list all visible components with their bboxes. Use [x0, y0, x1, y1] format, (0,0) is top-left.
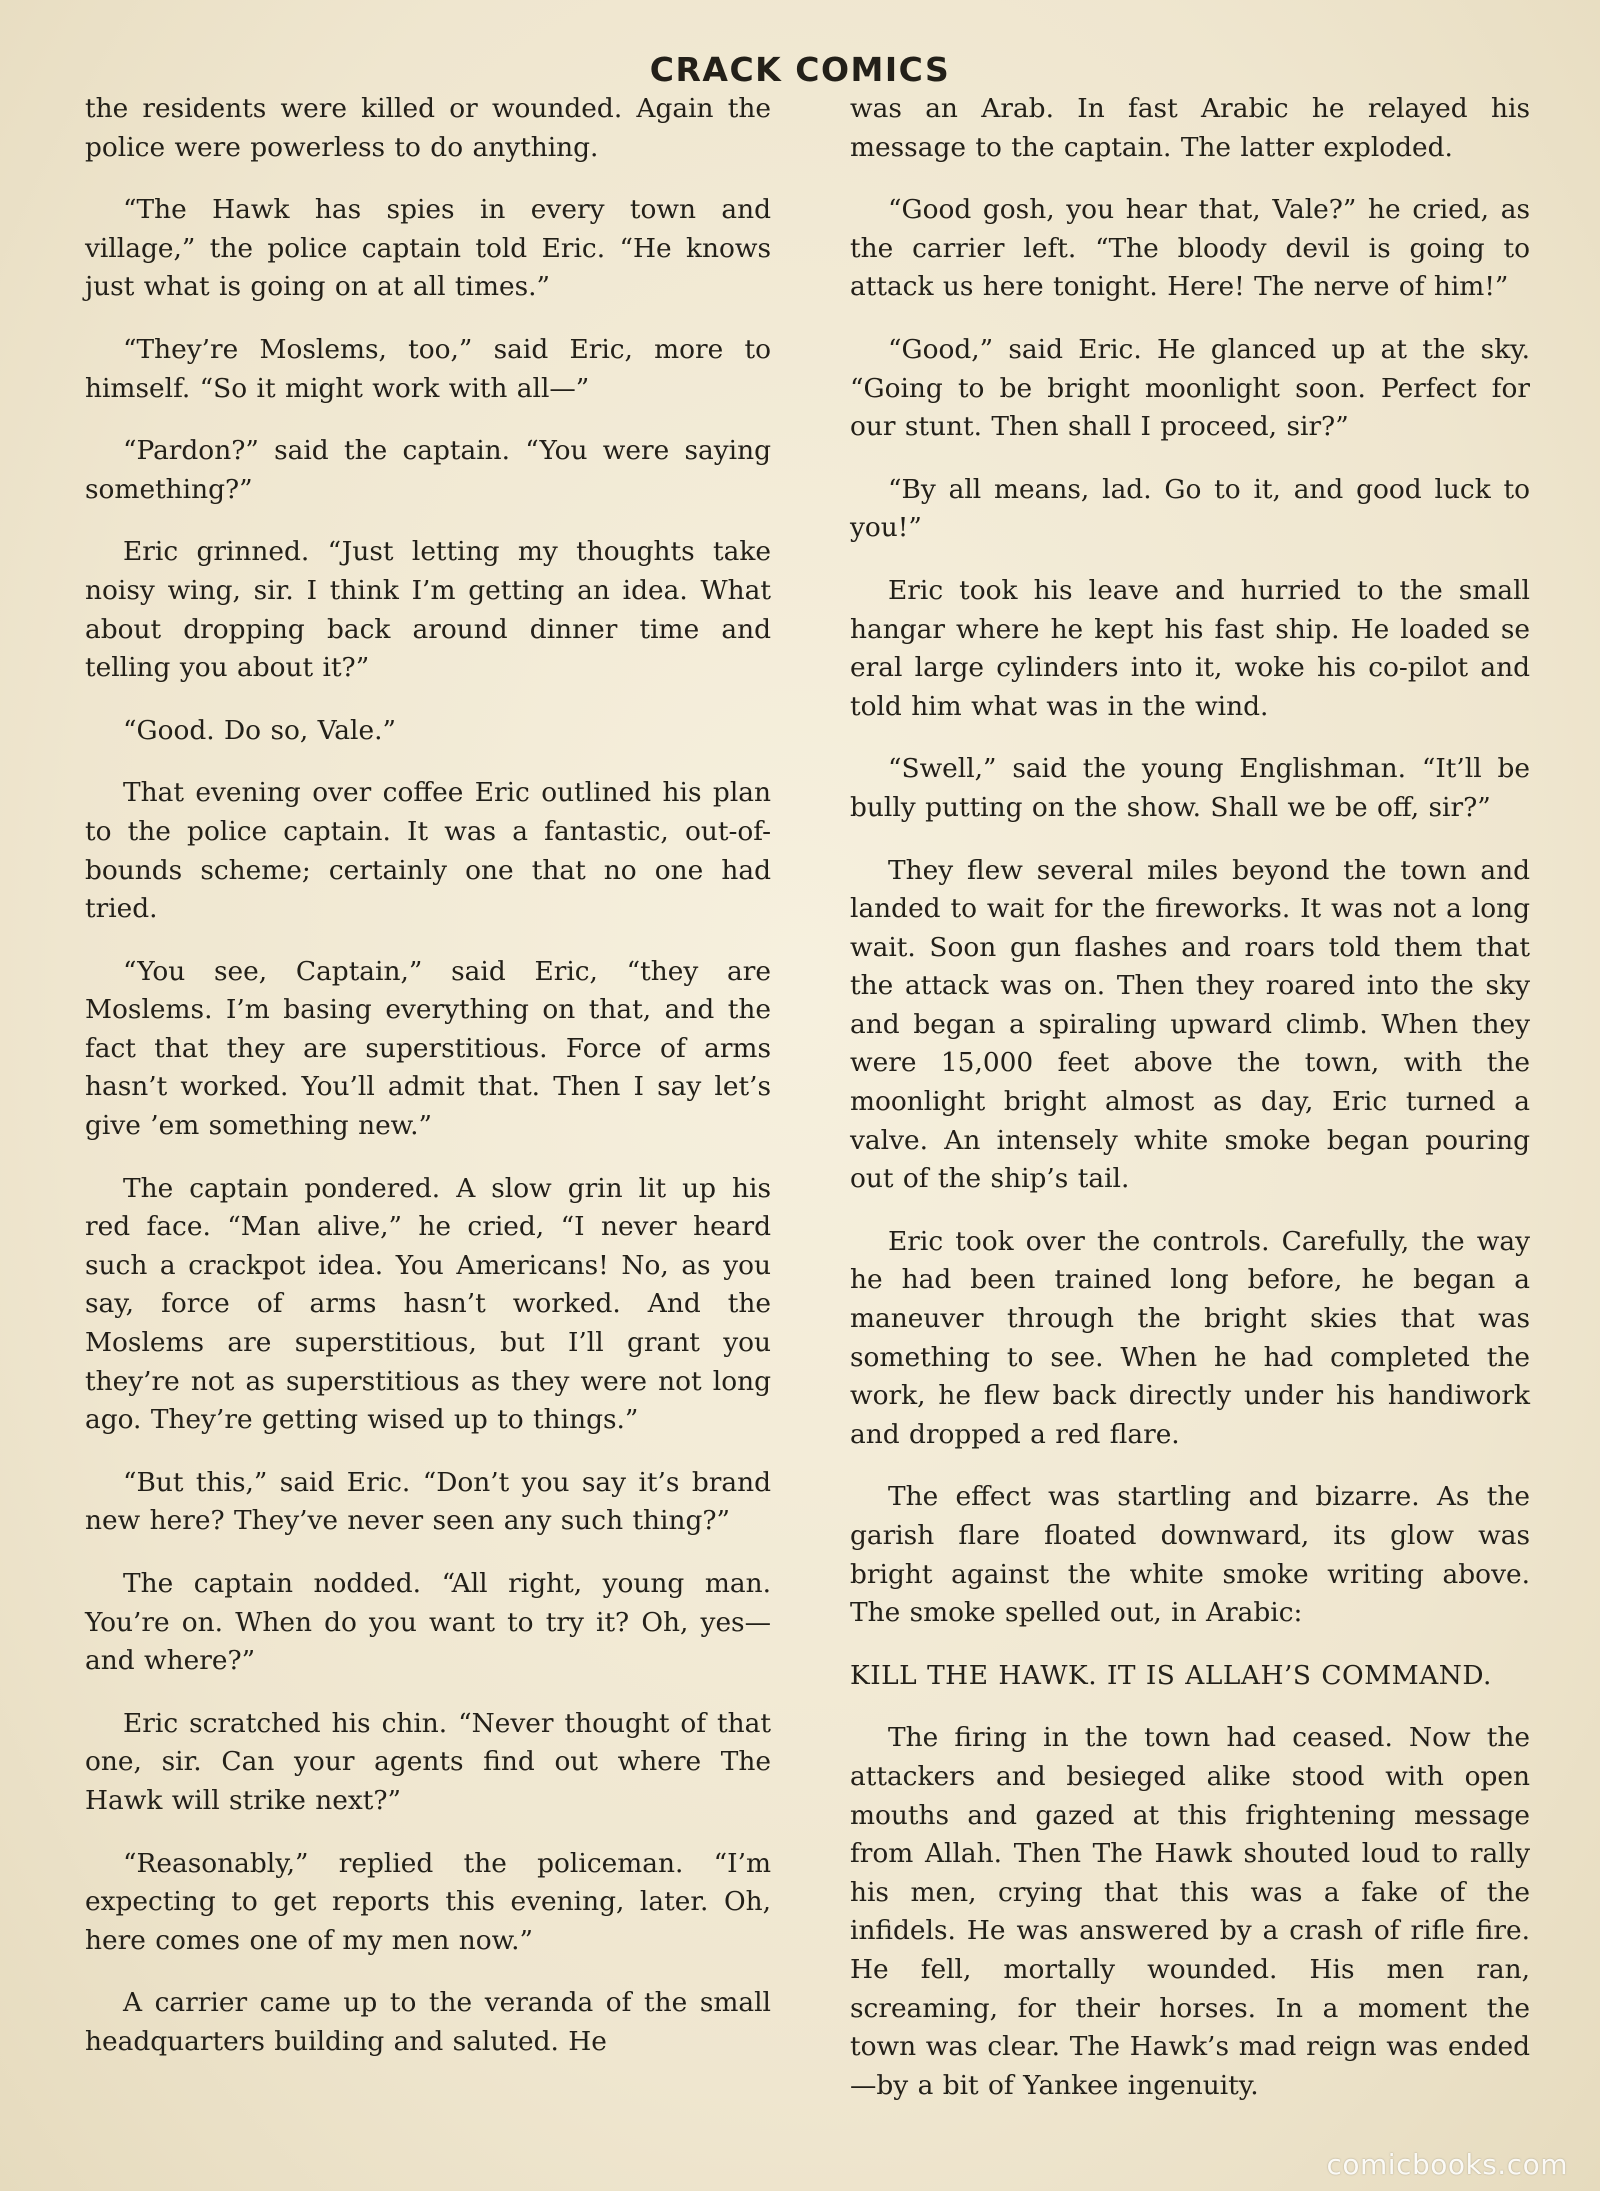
paragraph: They flew several miles beyond the town and landed to wait for the fireworks. It was not a long wait. Soon gun flashes and roars told them that the attack was on. Then they roared into the sky and began a spiraling upward climb. When they were 15,000 feet above the town, with the moonlight bright almost as day, Eric turned a valve. An intensely white smoke began pouring out of the ship’s tail.: [850, 854, 1530, 1195]
paragraph: “Reasonably,” replied the policeman. “I’m expecting to get reports this evening, later. Oh, here comes one of my men now.”: [85, 1847, 771, 1956]
paragraph: “Pardon?” said the captain. “You were saying something?”: [85, 435, 771, 505]
paragraph: Eric took over the controls. Carefully, the way he had been trained long before, he began a maneuver through the bright skies that was something to see. When he had completed the work, he flew back directly under his handiwork and dropped a red flare.: [850, 1225, 1530, 1450]
paragraph: The captain pondered. A slow grin lit up his red face. “Man alive,” he cried, “I never heard such a crackpot idea. You Americans! No, as you say, force of arms hasn’t worked. And the Moslems are superstitious, but I’ll grant you they’re not as superstitious as they were not long ago. They’re getting wised up to things.”: [85, 1172, 771, 1436]
paragraph: “Good,” said Eric. He glanced up at the sky. “Going to be bright moonlight soon. Perfect for our stunt. Then shall I proceed, sir?”: [850, 333, 1530, 443]
paragraph: was an Arab. In fast Arabic he relayed his message to the captain. The latter exploded.: [850, 93, 1530, 163]
right-text-column: [850, 90, 1530, 2105]
left-text-column: [85, 90, 771, 2062]
paragraph: A carrier came up to the veranda of the small headquarters building and saluted. He: [85, 1987, 771, 2057]
paragraph: “Good gosh, you hear that, Vale?” he cried, as the carrier left. “The bloody devil is going to attack us here tonight. Here! The nerve of him!”: [850, 194, 1530, 303]
paragraph: “Good. Do so, Vale.”: [123, 714, 396, 746]
paragraph: “They’re Moslems, too,” said Eric, more to himself. “So it might work with all—”: [85, 333, 771, 404]
paragraph: the residents were killed or wounded. Again the police were powerless to do anything.: [85, 93, 771, 163]
paragraph: Eric grinned. “Just letting my thoughts take noisy wing, sir. I think I’m getting an idea. What about dropping back around dinner time and telling you about it?”: [85, 536, 771, 684]
paragraph: Eric scratched his chin. “Never thought of that one, sir. Can your agents find out where The Hawk will strike next?”: [85, 1707, 771, 1816]
paragraph: The firing in the town had ceased. Now the attackers and besieged alike stood with open mouths and gazed at this frightening message from Allah. Then The Hawk shouted loud to rally his men, crying that this was a fake of the infidels. He was answered by a crash of rifle fire. He fell, mortally wounded. His men ran, screaming, for their horses. In a moment the town was clear. The Hawk’s mad reign was ended—by a bit of Yankee ingenuity.: [850, 1722, 1530, 2101]
smoke-message-heading: KILL THE HAWK. IT IS ALLAH’S COMMAND.: [850, 1659, 1492, 1691]
paragraph: Eric took his leave and hurried to the small hangar where he kept his fast ship. He loaded se eral large cylinders into it, woke his co-pilot and told him what was in the wind.: [850, 574, 1530, 722]
paragraph: The effect was startling and bizarre. As the garish flare floated downward, its glow was bright against the white smoke writing above. The smoke spelled out, in Arabic:: [850, 1481, 1530, 1629]
page-header-title: CRACK COMICS: [649, 50, 951, 89]
paragraph: “The Hawk has spies in every town and village,” the police captain told Eric. “He knows just what is going on at all times.”: [85, 194, 771, 303]
paragraph: “Swell,” said the young Englishman. “It’ll be bully putting on the show. Shall we be off, sir?”: [850, 753, 1530, 823]
paragraph: That evening over coffee Eric outlined his plan to the police captain. It was a fantastic, out-of-bounds scheme; certainly one that no one had tried.: [85, 777, 771, 925]
paragraph: “But this,” said Eric. “Don’t you say it’s brand new here? They’ve never seen any such thing?”: [85, 1466, 771, 1537]
paragraph: “You see, Captain,” said Eric, “they are Moslems. I’m basing everything on that, and the fact that they are superstitious. Force of arms hasn’t worked. You’ll admit that. Then I say let’s give ’em something new.”: [85, 955, 771, 1142]
site-watermark: comicbooks.com: [1326, 2148, 1568, 2181]
paragraph: “By all means, lad. Go to it, and good luck to you!”: [850, 473, 1530, 544]
paragraph: The captain nodded. “All right, young man. You’re on. When do you want to try it? Oh, yes—and where?”: [85, 1568, 771, 1677]
